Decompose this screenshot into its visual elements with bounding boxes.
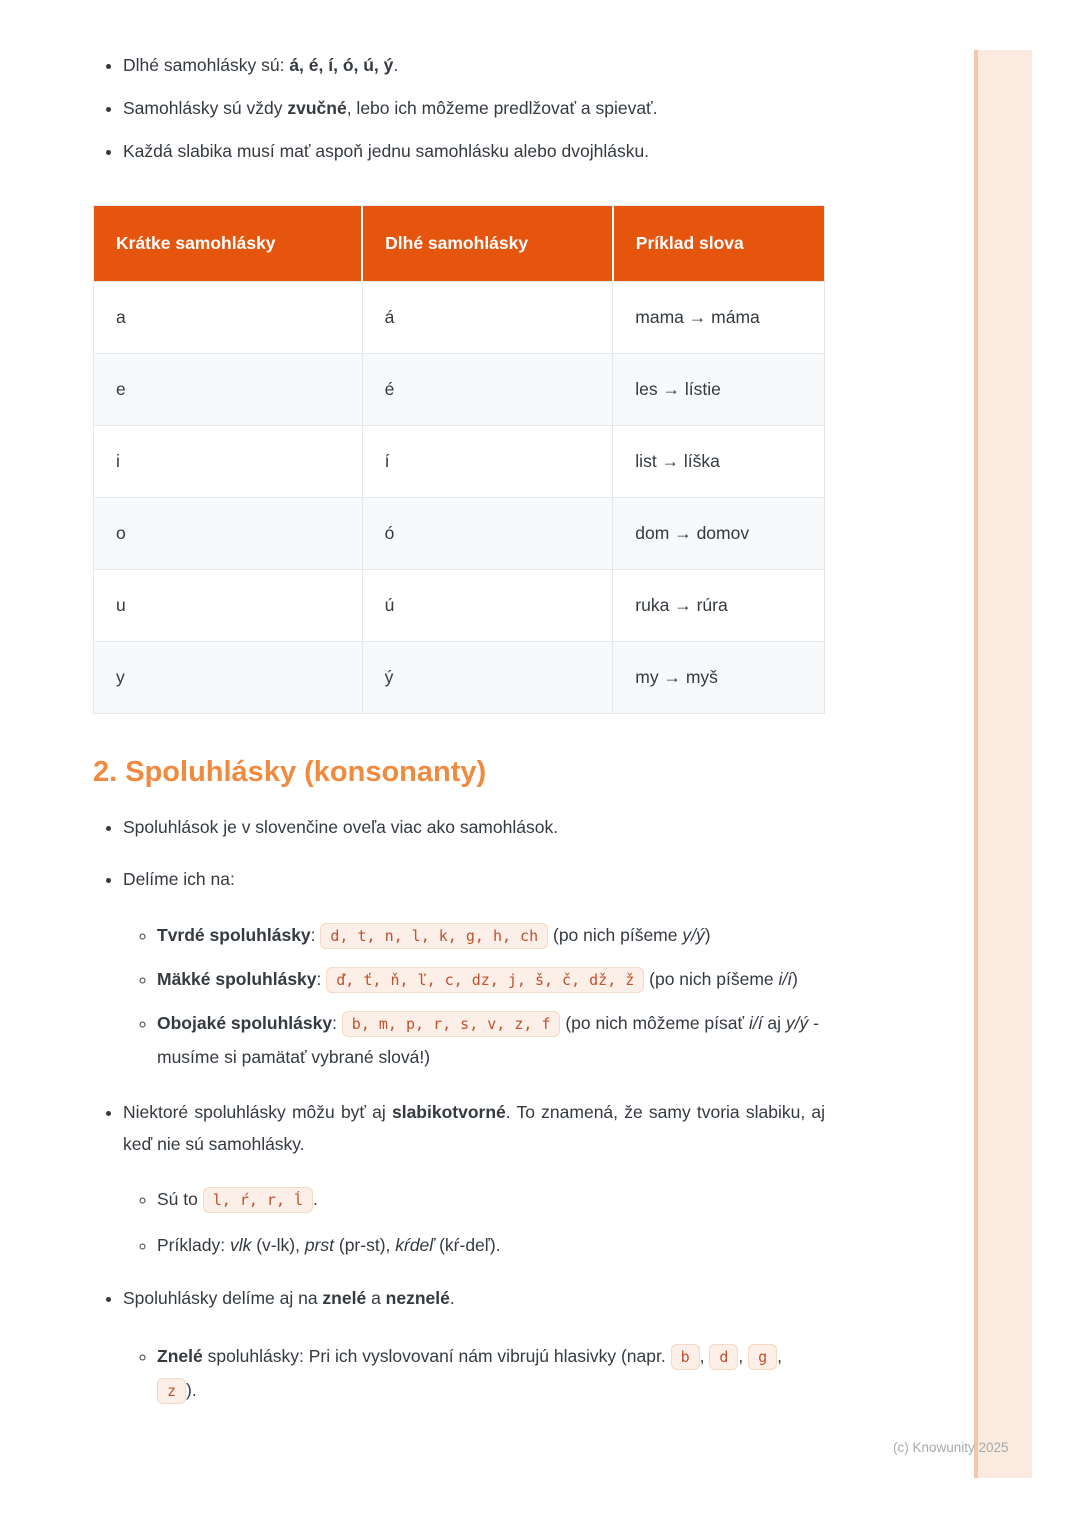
text-run: (pr-st),	[334, 1235, 396, 1255]
table-cell: o	[94, 498, 363, 570]
inline-code-chip: b	[671, 1344, 700, 1370]
table-body	[94, 282, 825, 714]
table-cell: les → lístie	[613, 354, 825, 426]
list-item	[157, 1007, 825, 1074]
text-run: .	[393, 55, 399, 75]
document-content	[93, 52, 825, 1408]
list-item	[123, 866, 825, 893]
list-item	[157, 919, 825, 953]
table-cell: a	[94, 282, 363, 354]
text-run: y/ý	[785, 1013, 809, 1033]
text-run: Tvrdé spoluhlásky	[157, 925, 311, 945]
text-run: . To znamená, že samy tvoria slabiku, aj keď nie sú samohlásky.	[123, 1102, 825, 1154]
inline-code-chip: d, t, n, l, k, g, h, ch	[320, 923, 548, 949]
text-run: )	[704, 925, 711, 945]
consonant-types-list	[93, 919, 825, 1074]
intro-list	[93, 52, 825, 165]
table-cell: á	[362, 282, 613, 354]
text-run: Delíme ich na:	[123, 869, 235, 889]
text-run: :	[310, 925, 321, 945]
text-run: Príklady:	[157, 1235, 230, 1255]
list-item	[123, 1096, 825, 1160]
table-cell: u	[94, 570, 363, 642]
table-cell: my → myš	[613, 642, 825, 714]
table-cell: é	[362, 354, 613, 426]
text-run: :	[332, 1013, 342, 1033]
text-run: Sú to	[157, 1189, 203, 1209]
text-run: kŕdeľ	[395, 1235, 435, 1255]
inline-code-chip: l, ŕ, r, ĺ	[203, 1187, 313, 1213]
page-edge-stripe	[974, 50, 1032, 1478]
table-cell: i	[94, 426, 363, 498]
inline-code-chip: g	[748, 1344, 777, 1370]
text-run: Spoluhlásky delíme aj na	[123, 1288, 323, 1308]
text-run: (po nich píšeme	[548, 925, 683, 945]
column-header-short-vowels: Krátke samohlásky	[94, 206, 363, 282]
text-run: Samohlásky sú vždy	[123, 98, 288, 118]
table-header	[94, 206, 825, 282]
inline-code-chip: z	[157, 1378, 186, 1404]
table-row	[94, 642, 825, 714]
text-run: Obojaké spoluhlásky	[157, 1013, 333, 1033]
text-run: ,	[738, 1346, 749, 1366]
table-cell: y	[94, 642, 363, 714]
list-item	[123, 814, 825, 841]
text-run: Niektoré spoluhlásky môžu byť aj	[123, 1102, 392, 1122]
text-run: (kŕ-deľ).	[434, 1235, 501, 1255]
column-header-long-vowels: Dlhé samohlásky	[362, 206, 613, 282]
text-run: vlk	[229, 1235, 252, 1255]
text-run: Dlhé samohlásky sú:	[123, 55, 290, 75]
text-run: Spoluhlások je v slovenčine oveľa viac ako samohlások.	[123, 817, 559, 837]
text-run: prst	[304, 1235, 334, 1255]
text-run: slabikotvorné	[391, 1102, 506, 1122]
voiced-examples-list	[93, 1340, 825, 1408]
text-run: ).	[186, 1380, 197, 1400]
list-item	[123, 1282, 825, 1314]
voiced-voiceless-list	[93, 1282, 825, 1314]
text-run: , lebo ich môžeme predlžovať a spievať.	[346, 98, 658, 118]
text-run: .	[313, 1189, 318, 1209]
inline-code-chip: d	[709, 1344, 738, 1370]
list-item	[157, 1340, 825, 1408]
table-cell: dom → domov	[613, 498, 825, 570]
list-item	[157, 1229, 825, 1262]
text-run: (v-lk),	[251, 1235, 305, 1255]
table-cell: mama → máma	[613, 282, 825, 354]
table-row	[94, 498, 825, 570]
table-row	[94, 354, 825, 426]
text-run: ,	[777, 1346, 782, 1366]
table-cell: ruka → rúra	[613, 570, 825, 642]
text-run: .	[449, 1288, 455, 1308]
text-run: i/í	[748, 1013, 763, 1033]
text-run: ,	[699, 1346, 710, 1366]
list-item	[123, 138, 825, 165]
table-row	[94, 570, 825, 642]
list-item	[123, 52, 825, 79]
text-run: zvučné	[287, 98, 347, 118]
text-run: znelé	[322, 1288, 367, 1308]
table-cell: ú	[362, 570, 613, 642]
text-run: á, é, í, ó, ú, ý	[289, 55, 394, 75]
section-title: 2. Spoluhlásky (konsonanty)	[93, 756, 487, 788]
text-run: y/ý	[682, 925, 705, 945]
text-run: neznelé	[385, 1288, 450, 1308]
syllabic-examples-list	[93, 1183, 825, 1262]
text-run: - musíme si pamätať vybrané slová!)	[157, 1013, 819, 1067]
text-run: (po nich môžeme písať	[560, 1013, 749, 1033]
table-cell: ý	[362, 642, 613, 714]
text-run: Mäkké spoluhlásky	[157, 969, 317, 989]
text-run: :	[316, 969, 327, 989]
text-run: Znelé	[157, 1346, 203, 1366]
copyright-text: (c) Knowunity 2025	[893, 1440, 1009, 1455]
list-item	[157, 963, 825, 997]
text-run: aj	[762, 1013, 786, 1033]
table-cell: e	[94, 354, 363, 426]
consonants-list	[93, 814, 825, 893]
list-item	[157, 1183, 825, 1217]
table-row	[94, 426, 825, 498]
table-header-row	[94, 206, 825, 282]
vowels-table	[93, 205, 825, 714]
text-run: i/í	[778, 969, 793, 989]
inline-code-chip: b, m, p, r, s, v, z, f	[342, 1011, 561, 1037]
text-run: )	[792, 969, 798, 989]
table-row	[94, 282, 825, 354]
inline-code-chip: ď, ť, ň, ľ, c, dz, j, š, č, dž, ž	[326, 967, 644, 993]
text-run: (po nich píšeme	[644, 969, 779, 989]
column-header-example-word: Príklad slova	[613, 206, 825, 282]
text-run: Každá slabika musí mať aspoň jednu samohlásku alebo dvojhlásku.	[123, 141, 650, 161]
text-run: spoluhlásky: Pri ich vyslovovaní nám vibrujú hlasivky (napr.	[202, 1346, 671, 1366]
table-cell: í	[362, 426, 613, 498]
table-cell: ó	[362, 498, 613, 570]
syllabic-consonants-list	[93, 1096, 825, 1160]
list-item	[123, 95, 825, 122]
table-cell: list → líška	[613, 426, 825, 498]
text-run: a	[366, 1288, 386, 1308]
